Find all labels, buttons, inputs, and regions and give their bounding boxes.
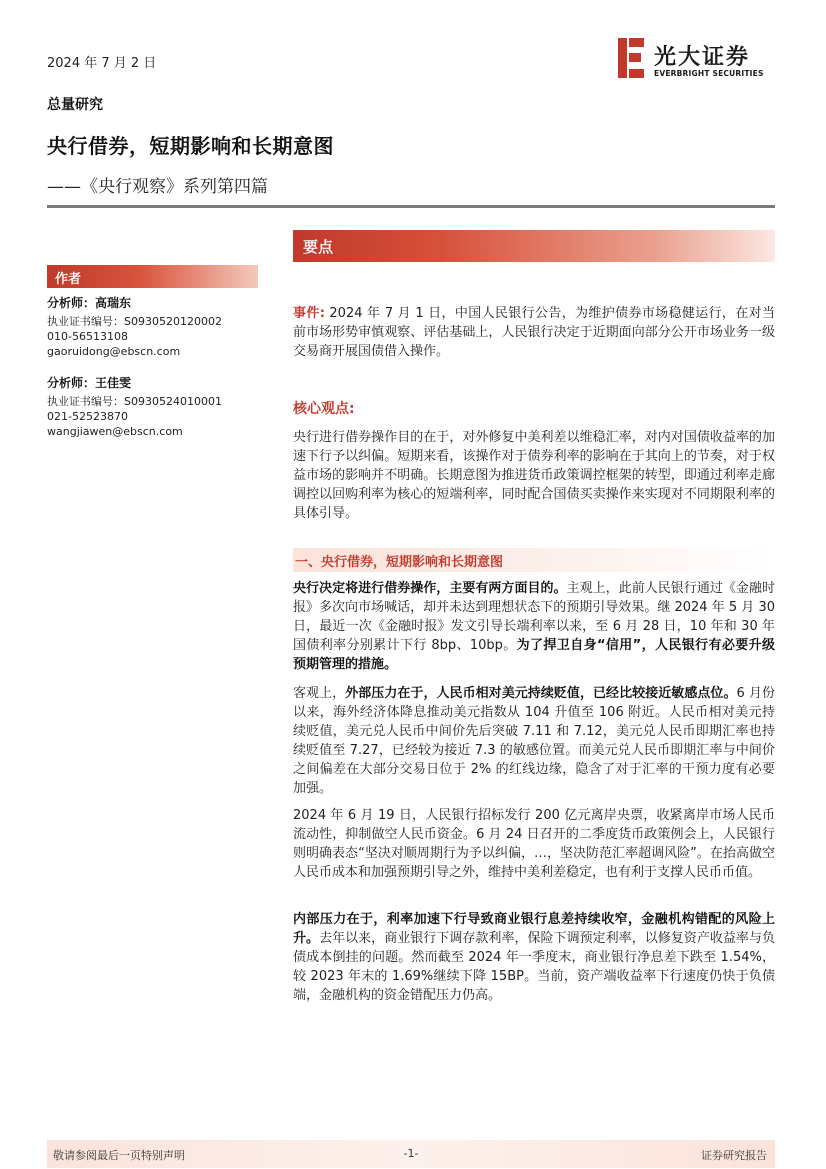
- paragraph-lead: 内部压力在于，利率加速下行导致商业银行息差持续收窄，金融机构错配的风险上升。: [293, 912, 775, 946]
- analyst-email[interactable]: wangjiawen@ebscn.com: [47, 425, 183, 438]
- authors-heading: [47, 265, 258, 288]
- header-divider: [47, 205, 775, 208]
- section-paragraph: [293, 910, 775, 1005]
- page-footer: [47, 1140, 775, 1168]
- event-label: 事件:: [293, 306, 325, 321]
- analyst-phone: 010-56513108: [47, 330, 128, 343]
- analyst-license: 执业证书编号：S0930524010001: [47, 395, 222, 408]
- report-date: 2024 年 7 月 2 日: [47, 56, 157, 71]
- keypoints-heading: [293, 230, 775, 262]
- analyst-email[interactable]: gaoruidong@ebscn.com: [47, 345, 181, 358]
- section-paragraph: [293, 579, 775, 674]
- section-paragraph: 2024 年 6 月 19 日，人民银行招标发行 200 亿元离岸央票，收紧离岸市场人民币流动性，抑制做空人民币资金。6 月 24 日召开的二季度货币政策例会上，人民银行则明确表态“坚决对顺周期行为予以纠偏，…，坚决防范汇率超调风险”。在抬高做空人民币成本和加强预期引导之外，维持中美利差稳定，也有利于支撑人民币币值。: [293, 808, 775, 880]
- report-category: 总量研究: [47, 97, 103, 113]
- analyst-phone: 021-52523870: [47, 410, 128, 423]
- core-view-paragraph: 央行进行借券操作目的在于，对外修复中美利差以维稳汇率，对内对国债收益率的加速下行予以纠偏。短期来看，该操作对于债券利率的影响在于其向上的节奏，对于权益市场的影响并不明确。长期意图为推进货币政策调控框架的转型，即通过利率走廊调控以回购利率为核心的短端利率，同时配合国债买卖操作来实现对不同期限利率的具体引导。: [293, 430, 775, 521]
- analyst-card: [47, 296, 222, 359]
- paragraph-body: 去年以来，商业银行下调存款利率，保险下调预定利率，以修复资产收益率与负债成本倒挂的问题。然而截至 2024 年一季度末，商业银行净息差下跌至 1.54%，较 2023 年末的 1.69%继续下降 15BP。当前，资产端收益率下行速度仍快于负债端，金融机构的资金错配压力仍高。: [293, 931, 775, 1003]
- analyst-name: 分析师：高瑞东: [47, 296, 132, 310]
- paragraph-prefix: 客观上，: [293, 686, 346, 701]
- paragraph-emphasis: 为了捍卫自身“信用”，人民银行有必要升级预期管理的措施。: [293, 638, 775, 672]
- paragraph-body: 6 月份以来，海外经济体降息推动美元指数从 104 升值至 106 附近。人民币相对美元持续贬值，美元兑人民币中间价先后突破 7.11 和 7.12，美元兑人民币即期汇率也持续贬值至 7.27，已经较为接近 7.3 的敏感位置。而美元兑人民币即期汇率与中间价之间偏差在大部分交易日位于 2% 的红线边缘，隐含了对于汇率的干预力度有必要加强。: [293, 686, 775, 796]
- everbright-logo-icon: [618, 38, 644, 78]
- section-paragraph: [293, 684, 775, 798]
- event-text: 2024 年 7 月 1 日，中国人民银行公告，为维护债券市场稳健运行，在对当前市场形势审慎观察、评估基础上，人民银行决定于近期面向部分公开市场业务一级交易商开展国债借入操作。: [293, 306, 775, 359]
- logo-chinese-name: 光大证券: [654, 45, 751, 70]
- report-title: 央行借券，短期影响和长期意图: [47, 134, 334, 158]
- core-view-label: 核心观点:: [293, 401, 355, 417]
- report-subtitle: ——《央行观察》系列第四篇: [47, 177, 268, 197]
- logo-english-name: EVERBRIGHT SECURITIES: [654, 69, 764, 78]
- authors-label: 作者: [55, 272, 82, 287]
- analyst-license: 执业证书编号：S0930520120002: [47, 315, 222, 328]
- section-title: 一、央行借券，短期影响和长期意图: [295, 555, 504, 570]
- section-heading: [293, 548, 775, 572]
- keypoints-label: 要点: [303, 238, 334, 256]
- analyst-card: [47, 376, 222, 439]
- paragraph-body: 主观上，此前人民银行通过《金融时报》多次向市场喊话，却并未达到理想状态下的预期引导效果。继 2024 年 5 月 30 日，最近一次《金融时报》发文引导长端利率以来，至 6 月 28 日，10 年和 30 年国债利率分别累计下行 8bp、10bp。: [293, 581, 775, 653]
- analyst-name: 分析师：王佳雯: [47, 376, 132, 390]
- company-logo: [618, 38, 778, 86]
- paragraph-lead: 外部压力在于，人民币相对美元持续贬值，已经比较接近敏感点位。: [345, 686, 737, 701]
- footer-disclaimer: 敬请参阅最后一页特别声明: [53, 1149, 185, 1162]
- footer-report-type: 证券研究报告: [701, 1149, 767, 1162]
- event-paragraph: [293, 304, 775, 361]
- page-number: -1-: [403, 1147, 419, 1160]
- paragraph-lead: 央行决定将进行借券操作，主要有两方面目的。: [293, 581, 567, 596]
